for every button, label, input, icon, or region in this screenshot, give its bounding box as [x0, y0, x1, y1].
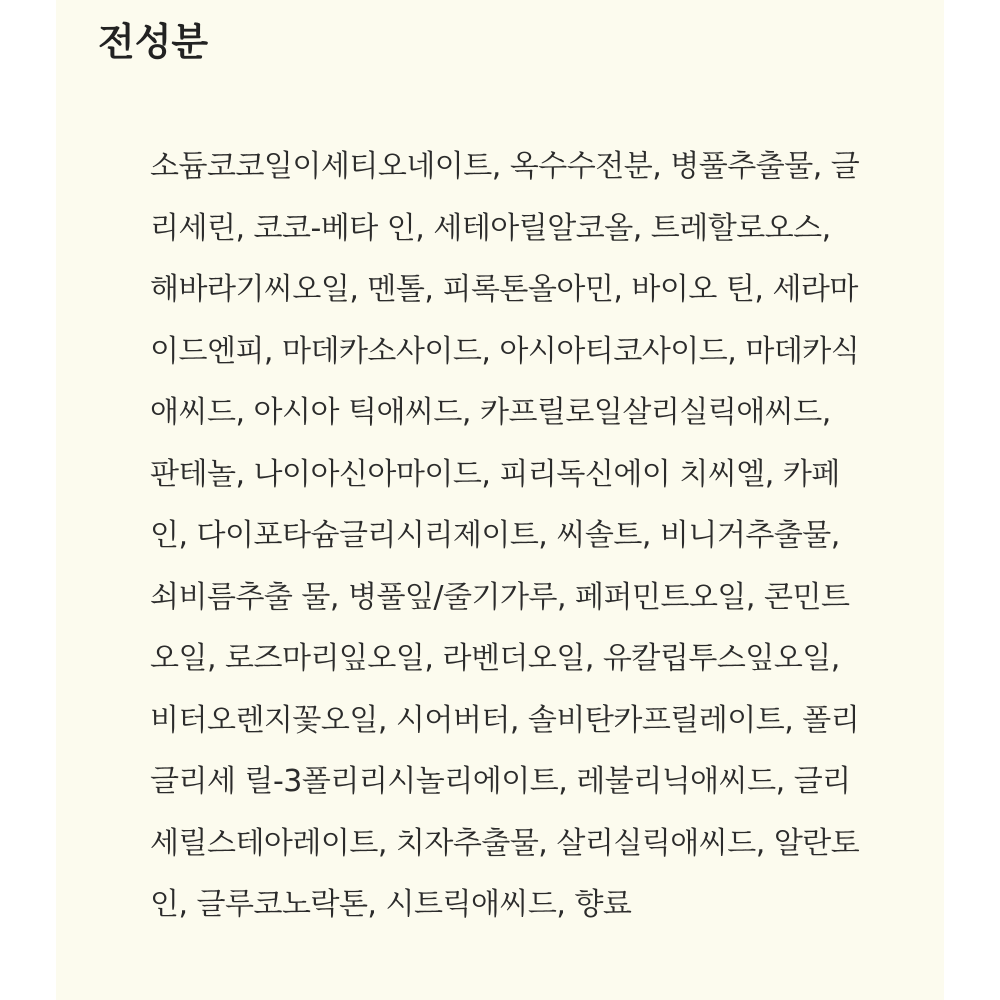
ingredients-line-2: 리세린, 코코-베타 인, 세테아릴알코올, 트레할로오스,	[150, 210, 831, 246]
ingredients-line-1: 소듐코코일이세티오네이트, 옥수수전분, 병풀추출물, 글	[150, 149, 860, 184]
ingredients-line-11: 글리세 릴-3폴리리시놀리에이트, 레불리닉애씨드, 글리	[150, 764, 851, 799]
ingredients-line-5: 애씨드, 아시아 틱애씨드, 카프릴로일살리실릭애씨드,	[150, 395, 831, 430]
ingredients-list	[150, 136, 894, 936]
ingredients-line-8: 쇠비름추출 물, 병풀잎/줄기가루, 페퍼민트오일, 콘민트	[150, 579, 850, 615]
ingredients-line-9: 오일, 로즈마리잎오일, 라벤더오일, 유칼립투스잎오일,	[150, 641, 840, 676]
ingredients-line-12: 세릴스테아레이트, 치자추출물, 살리실릭애씨드, 알란토	[150, 825, 860, 861]
section-title: 전성분	[98, 20, 209, 64]
ingredients-panel	[56, 0, 944, 1000]
ingredients-line-4: 이드엔피, 마데카소사이드, 아시아티코사이드, 마데카식	[150, 333, 860, 369]
ingredients-line-7: 인, 다이포타슘글리시리제이트, 씨솔트, 비니거추출물,	[150, 518, 840, 553]
ingredients-line-3: 해바라기씨오일, 멘톨, 피록톤올아민, 바이오 틴, 세라마	[150, 272, 858, 307]
ingredients-line-10: 비터오렌지꽃오일, 시어버터, 솔비탄카프릴레이트, 폴리	[150, 702, 860, 738]
ingredients-line-13: 인, 글루코노락톤, 시트릭애씨드, 향료	[150, 887, 632, 922]
ingredients-line-6: 판테놀, 나이아신아마이드, 피리독신에이 치씨엘, 카페	[150, 456, 840, 492]
